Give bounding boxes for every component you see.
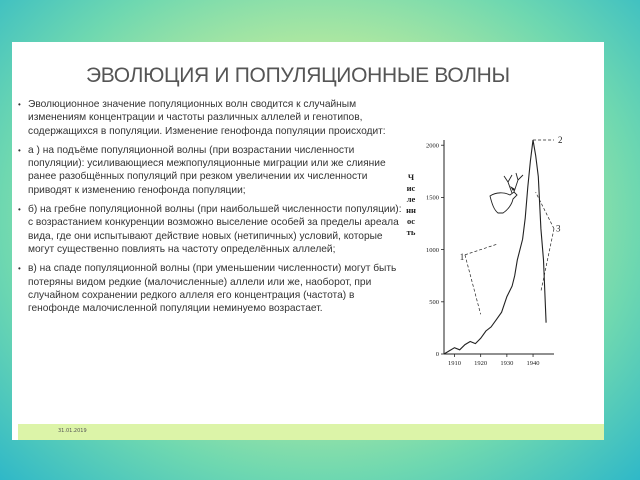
bullet-dot-icon: • [18, 145, 21, 155]
slide-footer [18, 424, 604, 440]
bullet-dot-icon: • [18, 205, 21, 215]
bullet-item [18, 203, 402, 256]
bullet-text: в) на спаде популяционной волны (при уменьшении численности) могут быть потеряны видом редкие (малочисленные) аллели или же, наоборот, при случайном сохранении редкого аллеля его концентрация (частота) в генофонде малочисленной популяции неминуемо возрастает. [28, 263, 397, 315]
bullet-item [18, 98, 402, 138]
footer-date: 31.01.2019 [58, 428, 87, 434]
y-tick-label: 2000 [426, 142, 439, 150]
bullet-text: б) на гребне популяционной волны (при наибольшей численности популяции): с возрастанием конкуренции возможно выселение особей за пределы ареала вида, где они испытывают действие новых (нетипичных) условий, которые могут существенно повлиять на частоту определённых аллелей; [28, 204, 402, 255]
bullet-dot-icon: • [18, 100, 21, 109]
bullet-item [18, 144, 402, 197]
deer-illustration-icon [490, 173, 523, 213]
x-tick-label: 1910 [447, 360, 461, 367]
annotation-label: 1 [459, 252, 465, 263]
x-tick-label: 1930 [500, 360, 514, 367]
bullet-item [18, 262, 402, 315]
x-tick-label: 1940 [526, 360, 540, 367]
bullet-text: а ) на подъёме популяционной волны (при возрастании численности популяции): усиливающиеся межпопуляционные миграции или же слияние ранее разобщённых популяций при резком увеличении их численности приводят к изменению генофонда популяции; [28, 144, 386, 196]
bullet-dot-icon: • [18, 264, 21, 274]
annotation-label: 2 [558, 135, 563, 145]
annotation-1-leader [465, 255, 481, 315]
y-tick-label: 0 [435, 351, 439, 359]
chart-ylabel: Численность [406, 172, 416, 237]
bullet-list [18, 98, 402, 321]
chart-series [444, 140, 546, 354]
population-line [444, 140, 546, 354]
annotation-1-leader [465, 244, 496, 254]
population-chart [404, 100, 594, 376]
annotation-3-leader [541, 229, 554, 292]
y-tick-label: 1500 [426, 194, 439, 202]
slide-title: ЭВОЛЮЦИЯ И ПОПУЛЯЦИОННЫЕ ВОЛНЫ [86, 64, 510, 87]
annotation-3-leader [536, 192, 554, 229]
x-tick-label: 1920 [474, 360, 488, 367]
y-tick-label: 500 [429, 299, 439, 307]
annotation-label: 3 [556, 223, 561, 234]
bullet-text: Эволюционное значение популяционных волн сводится к случайным изменениям концентрации и частоты различных аллелей и генотипов, содержащихся в популяции. Изменение генофонда популяции происходит: [28, 99, 386, 137]
y-tick-label: 1000 [426, 246, 439, 254]
